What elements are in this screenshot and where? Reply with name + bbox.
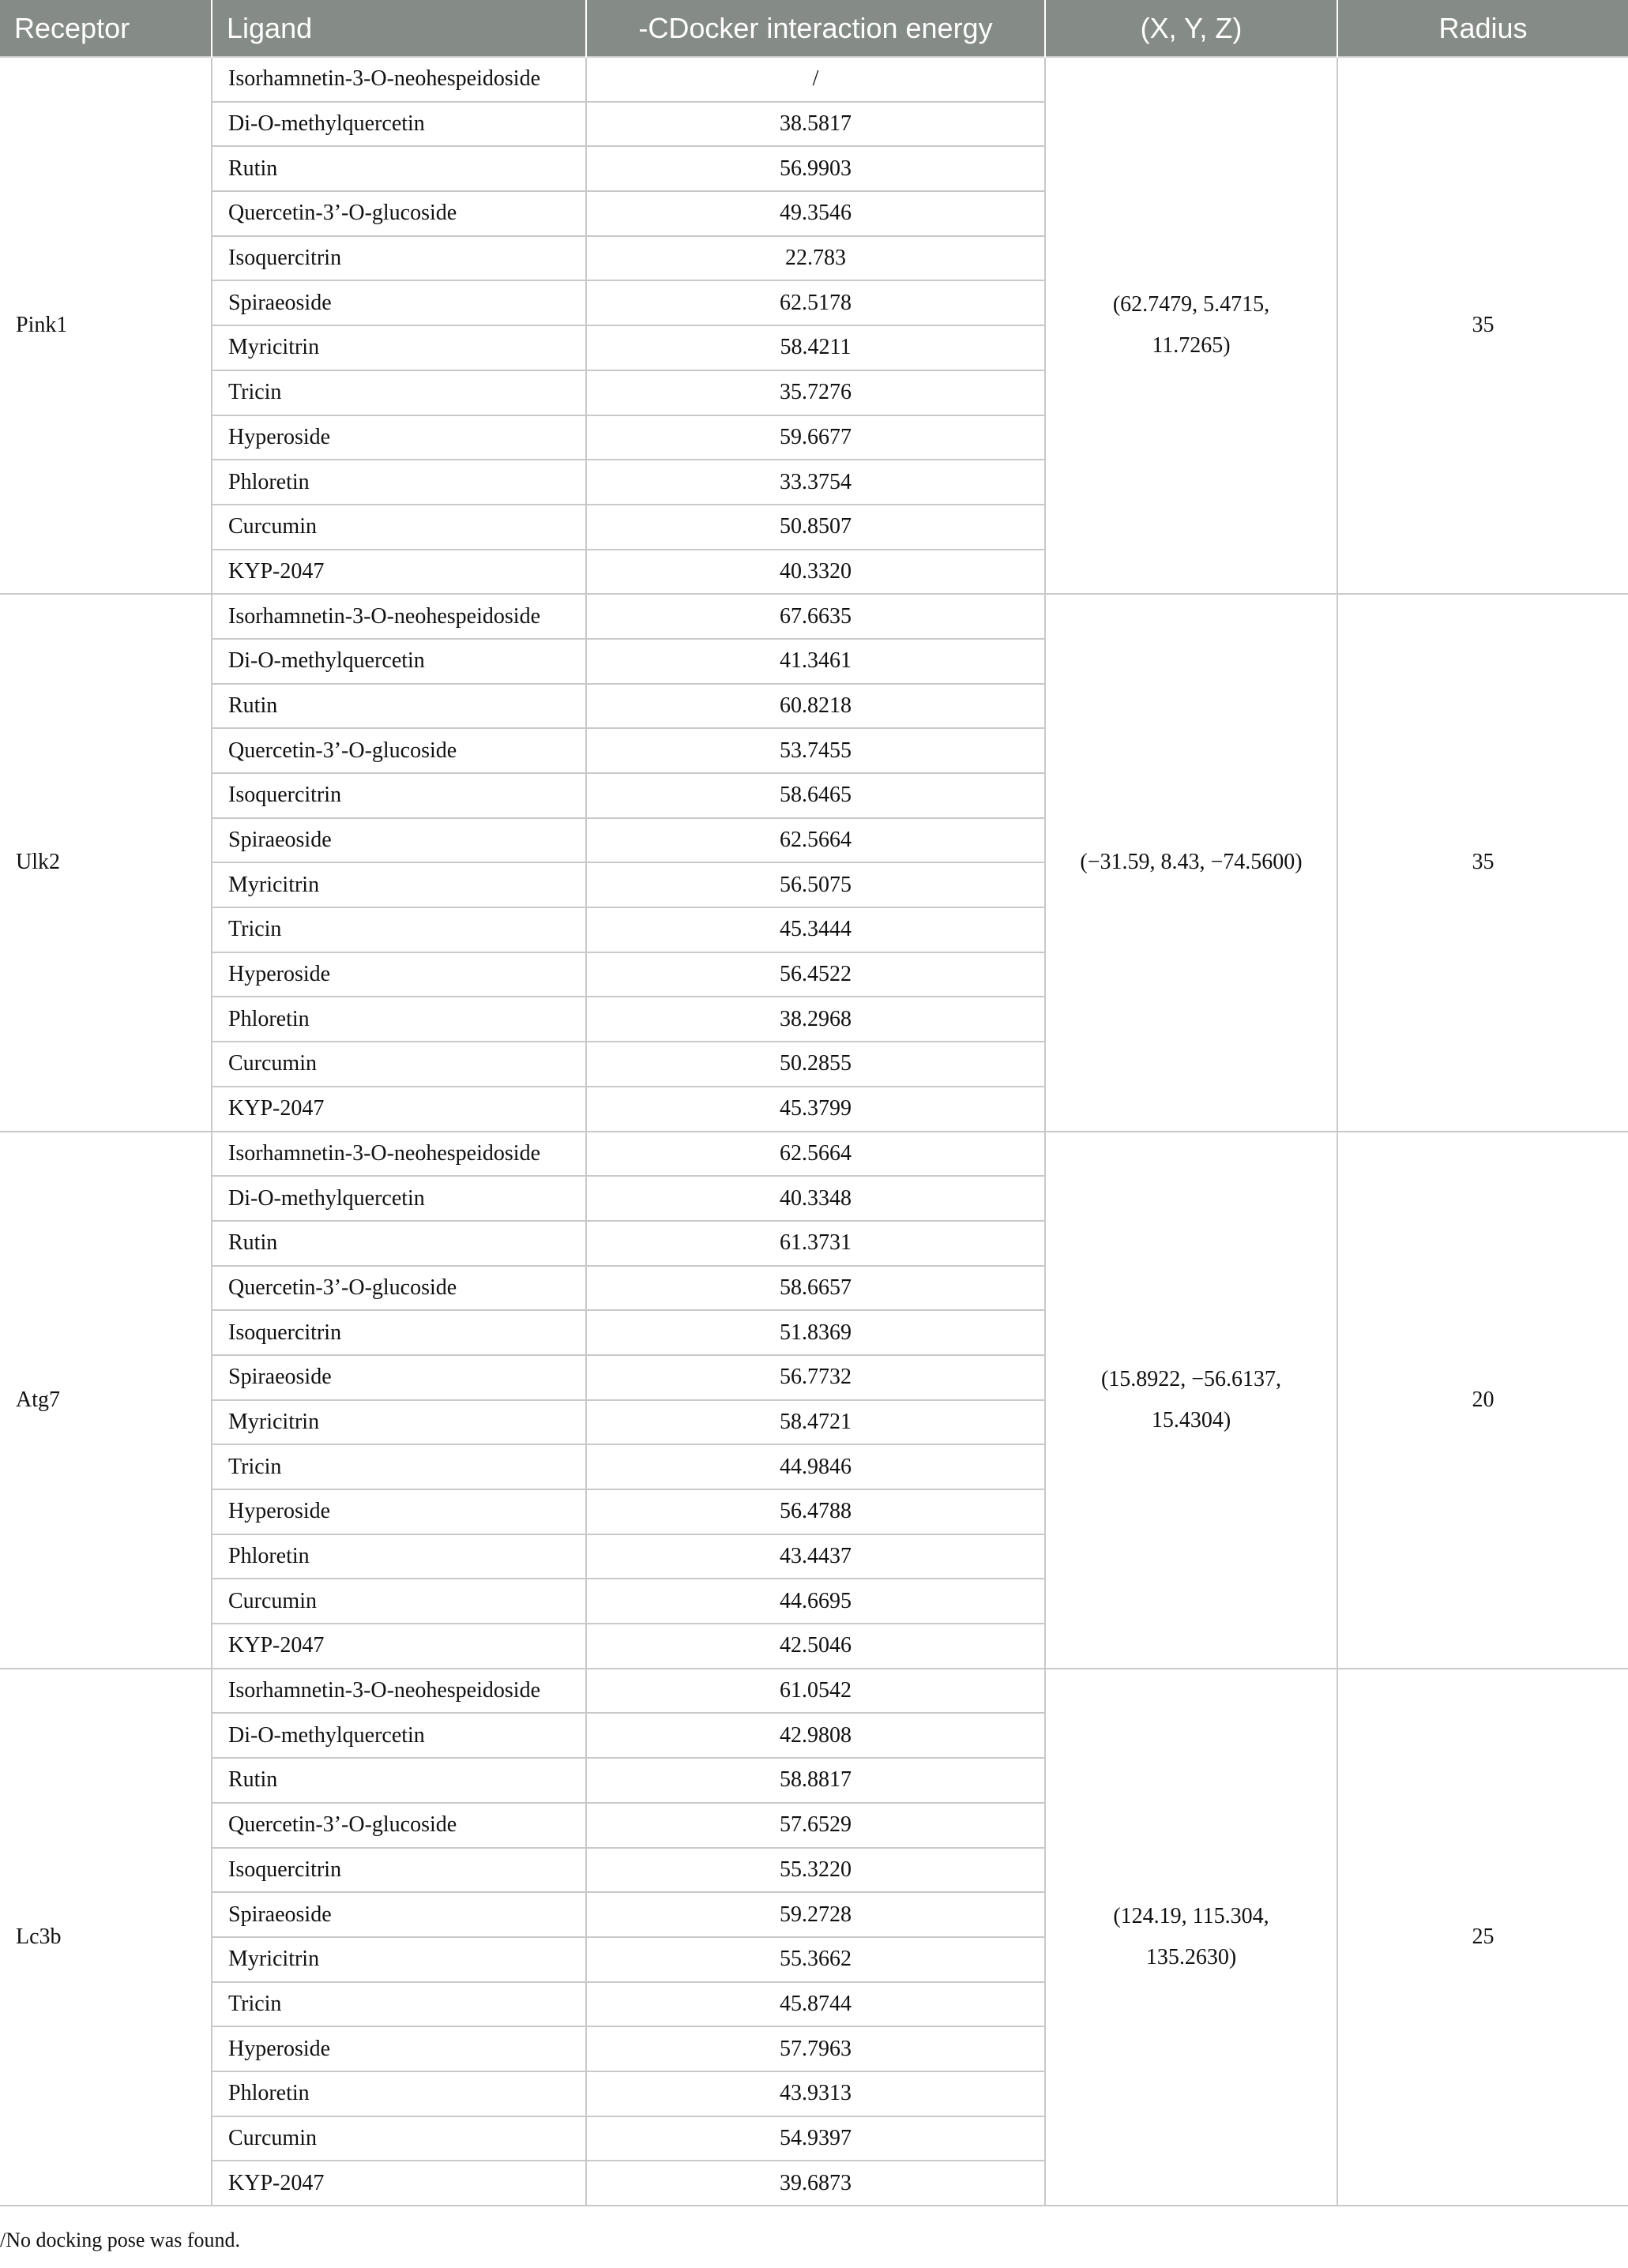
ligand-cell: Tricin: [212, 907, 586, 952]
ligand-cell: Hyperoside: [212, 415, 586, 460]
energy-cell: 45.3444: [586, 907, 1045, 952]
table-footnote: /No docking pose was found.: [0, 2229, 241, 2251]
ligand-cell: Di-O-methylquercetin: [212, 102, 586, 147]
energy-cell: 51.8369: [586, 1310, 1045, 1355]
energy-cell: 40.3348: [586, 1176, 1045, 1221]
energy-cell: 58.4211: [586, 325, 1045, 370]
table-header: [0, 0, 1628, 57]
ligand-cell: Spiraeoside: [212, 280, 586, 325]
xyz-cell: (15.8922, −56.6137, 15.4304): [1045, 1132, 1337, 1669]
ligand-cell: Di-O-methylquercetin: [212, 1713, 586, 1758]
receptor-cell: Atg7: [0, 1132, 212, 1669]
radius-cell: 25: [1337, 1669, 1628, 2206]
energy-cell: 54.9397: [586, 2116, 1045, 2161]
energy-cell: 55.3220: [586, 1848, 1045, 1893]
energy-cell: 45.8744: [586, 1982, 1045, 2027]
ligand-cell: Isoquercitrin: [212, 773, 586, 818]
ligand-cell: Isoquercitrin: [212, 236, 586, 281]
ligand-cell: Phloretin: [212, 2071, 586, 2116]
energy-cell: 58.8817: [586, 1758, 1045, 1803]
energy-cell: 40.3320: [586, 550, 1045, 595]
energy-cell: 59.2728: [586, 1892, 1045, 1937]
ligand-cell: Phloretin: [212, 997, 586, 1042]
energy-cell: 61.3731: [586, 1221, 1045, 1266]
ligand-cell: Isorhamnetin-3-O-neohespeidoside: [212, 57, 586, 102]
ligand-cell: Rutin: [212, 1221, 586, 1266]
ligand-cell: Phloretin: [212, 1534, 586, 1579]
ligand-cell: Quercetin-3’-O-glucoside: [212, 191, 586, 236]
energy-cell: 53.7455: [586, 728, 1045, 773]
ligand-cell: Rutin: [212, 1758, 586, 1803]
energy-cell: 57.7963: [586, 2026, 1045, 2071]
energy-cell: 41.3461: [586, 639, 1045, 684]
energy-cell: 43.9313: [586, 2071, 1045, 2116]
ligand-cell: Hyperoside: [212, 952, 586, 997]
ligand-cell: Tricin: [212, 1982, 586, 2027]
ligand-cell: Hyperoside: [212, 2026, 586, 2071]
header-energy: -CDocker interaction energy: [586, 0, 1045, 57]
ligand-cell: Isorhamnetin-3-O-neohespeidoside: [212, 1132, 586, 1177]
receptor-cell: Ulk2: [0, 594, 212, 1131]
energy-cell: 35.7276: [586, 370, 1045, 415]
ligand-cell: Curcumin: [212, 1042, 586, 1087]
ligand-cell: Myricitrin: [212, 862, 586, 907]
header-ligand: Ligand: [212, 0, 586, 57]
energy-cell: /: [586, 57, 1045, 102]
energy-cell: 62.5664: [586, 1132, 1045, 1177]
ligand-cell: Rutin: [212, 146, 586, 191]
energy-cell: 56.5075: [586, 862, 1045, 907]
energy-cell: 62.5664: [586, 818, 1045, 863]
ligand-cell: Curcumin: [212, 1579, 586, 1624]
ligand-cell: Quercetin-3’-O-glucoside: [212, 728, 586, 773]
header-xyz: (X, Y, Z): [1045, 0, 1337, 57]
table-row: [0, 594, 1628, 639]
ligand-cell: Spiraeoside: [212, 1892, 586, 1937]
ligand-cell: KYP-2047: [212, 1087, 586, 1132]
radius-cell: 35: [1337, 57, 1628, 594]
ligand-cell: Spiraeoside: [212, 1355, 586, 1400]
energy-cell: 50.8507: [586, 505, 1045, 550]
energy-cell: 56.4788: [586, 1489, 1045, 1534]
ligand-cell: Rutin: [212, 684, 586, 729]
energy-cell: 58.6657: [586, 1266, 1045, 1311]
ligand-cell: Myricitrin: [212, 1400, 586, 1445]
ligand-cell: Di-O-methylquercetin: [212, 1176, 586, 1221]
energy-cell: 22.783: [586, 236, 1045, 281]
energy-cell: 56.4522: [586, 952, 1045, 997]
energy-cell: 49.3546: [586, 191, 1045, 236]
ligand-cell: Curcumin: [212, 505, 586, 550]
ligand-cell: Myricitrin: [212, 1937, 586, 1982]
energy-cell: 42.5046: [586, 1624, 1045, 1669]
energy-cell: 58.4721: [586, 1400, 1045, 1445]
ligand-cell: KYP-2047: [212, 550, 586, 595]
header-receptor: Receptor: [0, 0, 212, 57]
ligand-cell: KYP-2047: [212, 1624, 586, 1669]
ligand-cell: Tricin: [212, 370, 586, 415]
ligand-cell: Isoquercitrin: [212, 1310, 586, 1355]
table-body: [0, 57, 1628, 2206]
energy-cell: 67.6635: [586, 594, 1045, 639]
energy-cell: 61.0542: [586, 1669, 1045, 1714]
ligand-cell: Isoquercitrin: [212, 1848, 586, 1893]
header-row: [0, 0, 1628, 57]
ligand-cell: Quercetin-3’-O-glucoside: [212, 1266, 586, 1311]
ligand-cell: Quercetin-3’-O-glucoside: [212, 1803, 586, 1848]
energy-cell: 60.8218: [586, 684, 1045, 729]
energy-cell: 59.6677: [586, 415, 1045, 460]
ligand-cell: Tricin: [212, 1444, 586, 1489]
ligand-cell: Spiraeoside: [212, 818, 586, 863]
energy-cell: 38.2968: [586, 997, 1045, 1042]
ligand-cell: Phloretin: [212, 460, 586, 505]
radius-cell: 35: [1337, 594, 1628, 1131]
energy-cell: 57.6529: [586, 1803, 1045, 1848]
ligand-cell: Di-O-methylquercetin: [212, 639, 586, 684]
ligand-cell: Curcumin: [212, 2116, 586, 2161]
receptor-cell: Lc3b: [0, 1669, 212, 2206]
energy-cell: 56.9903: [586, 146, 1045, 191]
ligand-cell: Isorhamnetin-3-O-neohespeidoside: [212, 594, 586, 639]
energy-cell: 33.3754: [586, 460, 1045, 505]
radius-cell: 20: [1337, 1132, 1628, 1669]
energy-cell: 45.3799: [586, 1087, 1045, 1132]
energy-cell: 43.4437: [586, 1534, 1045, 1579]
ligand-cell: Myricitrin: [212, 325, 586, 370]
energy-cell: 55.3662: [586, 1937, 1045, 1982]
table-row: [0, 1132, 1628, 1177]
energy-cell: 62.5178: [586, 280, 1045, 325]
table-row: [0, 1669, 1628, 1714]
energy-cell: 58.6465: [586, 773, 1045, 818]
energy-cell: 39.6873: [586, 2161, 1045, 2206]
energy-cell: 38.5817: [586, 102, 1045, 147]
energy-cell: 42.9808: [586, 1713, 1045, 1758]
energy-cell: 50.2855: [586, 1042, 1045, 1087]
energy-cell: 56.7732: [586, 1355, 1045, 1400]
ligand-cell: KYP-2047: [212, 2161, 586, 2206]
energy-cell: 44.9846: [586, 1444, 1045, 1489]
header-radius: Radius: [1337, 0, 1628, 57]
ligand-cell: Hyperoside: [212, 1489, 586, 1534]
xyz-cell: (−31.59, 8.43, −74.5600): [1045, 594, 1337, 1131]
xyz-cell: (62.7479, 5.4715, 11.7265): [1045, 57, 1337, 594]
xyz-cell: (124.19, 115.304, 135.2630): [1045, 1669, 1337, 2206]
ligand-cell: Isorhamnetin-3-O-neohespeidoside: [212, 1669, 586, 1714]
energy-cell: 44.6695: [586, 1579, 1045, 1624]
table-row: [0, 57, 1628, 102]
receptor-cell: Pink1: [0, 57, 212, 594]
